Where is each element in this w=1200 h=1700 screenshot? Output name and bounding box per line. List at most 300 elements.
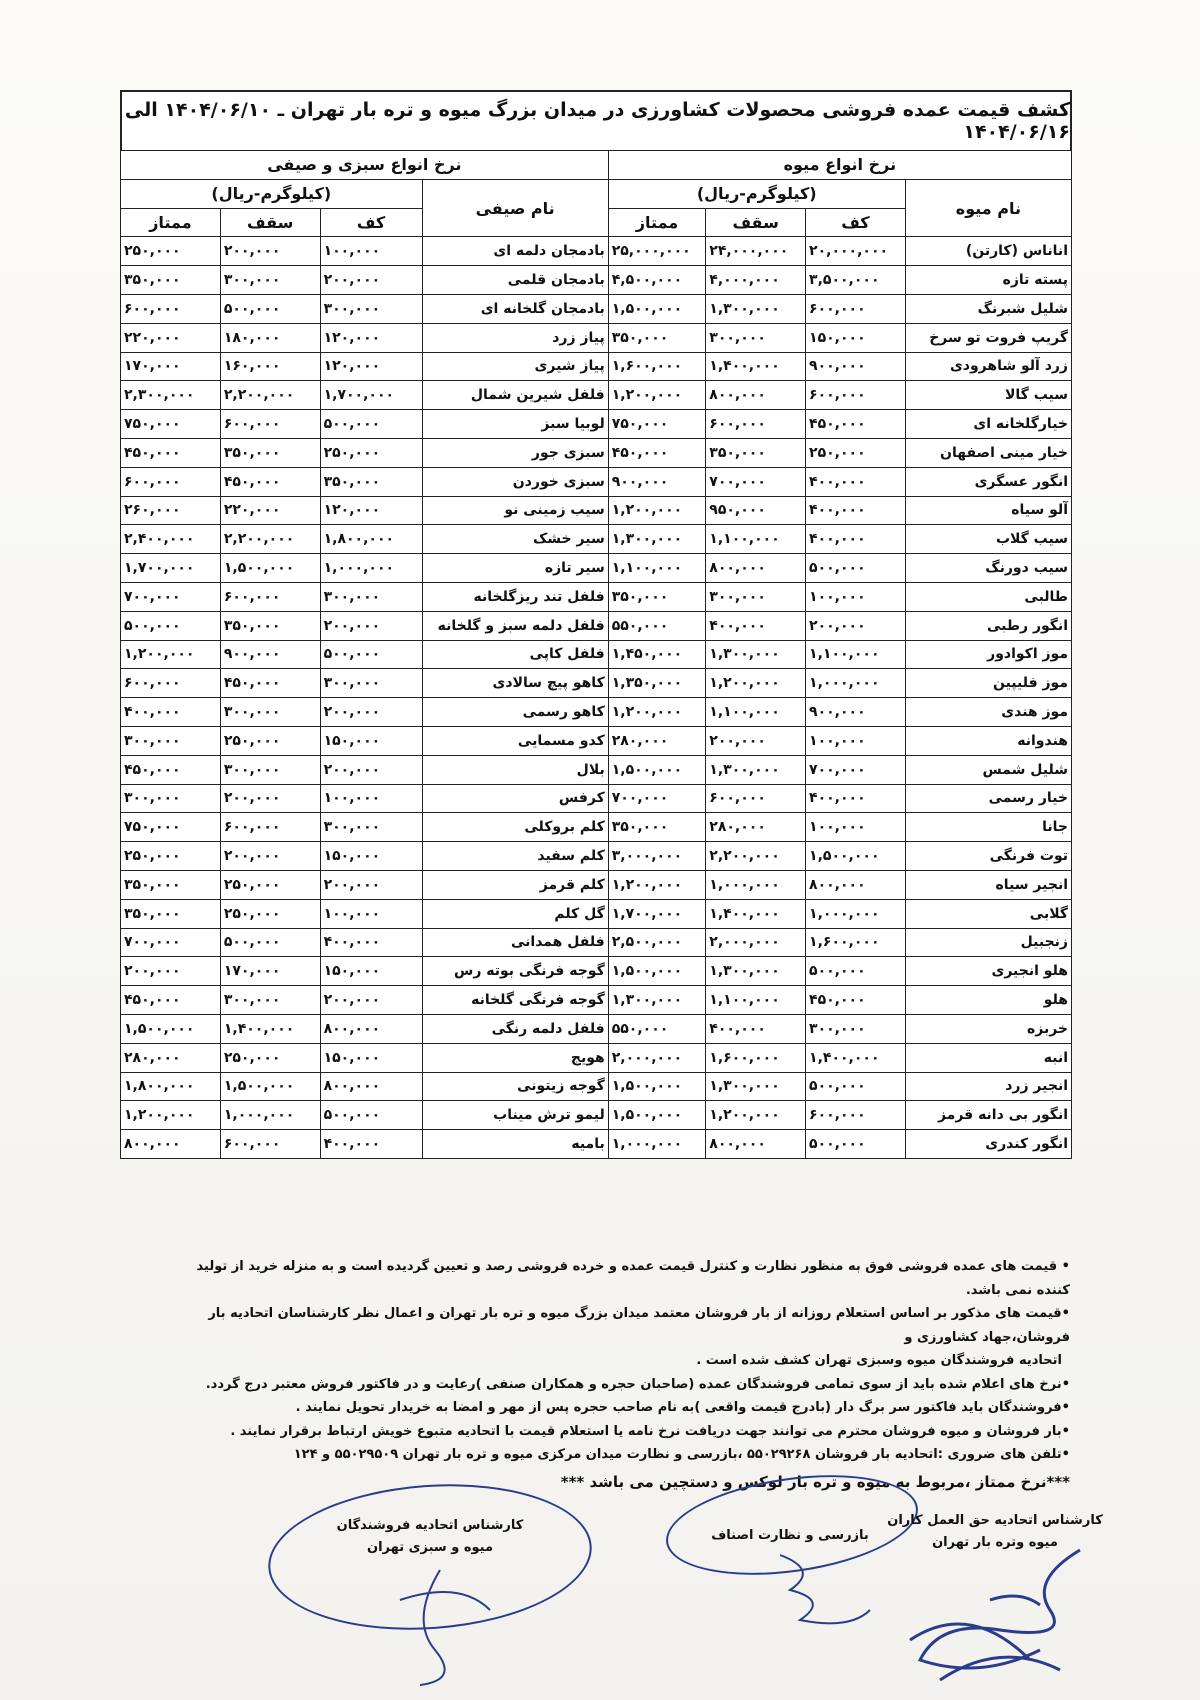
fruit-premium-price: ۱,۶۰۰,۰۰۰ <box>608 352 706 381</box>
veg-min-price: ۳۰۰,۰۰۰ <box>320 813 422 842</box>
fruit-max-price: ۴۰۰,۰۰۰ <box>706 1014 806 1043</box>
fruit-name: گریپ فروت تو سرخ <box>905 323 1071 352</box>
fruit-name: انجیر سیاه <box>905 870 1071 899</box>
fruit-premium-price: ۱,۳۰۰,۰۰۰ <box>608 525 706 554</box>
fruit-max-price: ۶۰۰,۰۰۰ <box>706 784 806 813</box>
fruit-name: هلو انجیری <box>905 957 1071 986</box>
fruit-premium-price: ۱,۳۵۰,۰۰۰ <box>608 669 706 698</box>
veg-max-price: ۳۰۰,۰۰۰ <box>220 266 320 295</box>
fruit-name: انجیر زرد <box>905 1072 1071 1101</box>
fruit-name: اناناس (کارتن) <box>905 237 1071 266</box>
veg-min-price: ۳۵۰,۰۰۰ <box>320 467 422 496</box>
fruit-premium-price: ۷۰۰,۰۰۰ <box>608 784 706 813</box>
veg-premium-price: ۲,۴۰۰,۰۰۰ <box>121 525 221 554</box>
fruit-max-price: ۱,۱۰۰,۰۰۰ <box>706 698 806 727</box>
veg-premium-price: ۲۲۰,۰۰۰ <box>121 323 221 352</box>
table-row <box>121 899 1072 928</box>
fruit-max-price: ۱,۳۰۰,۰۰۰ <box>706 640 806 669</box>
fruit-min-price: ۴۵۰,۰۰۰ <box>806 410 906 439</box>
veg-name: بلال <box>422 755 608 784</box>
veg-name-header: نام صیفی <box>422 179 608 237</box>
fruit-premium-price: ۱,۲۰۰,۰۰۰ <box>608 381 706 410</box>
fruit-max-price: ۲۰۰,۰۰۰ <box>706 726 806 755</box>
veg-premium-price: ۷۰۰,۰۰۰ <box>121 928 221 957</box>
veg-min-price: ۵۰۰,۰۰۰ <box>320 410 422 439</box>
fruit-premium-price: ۲,۵۰۰,۰۰۰ <box>608 928 706 957</box>
fruit-max-header: سقف <box>706 208 806 237</box>
veg-min-price: ۱,۷۰۰,۰۰۰ <box>320 381 422 410</box>
fruit-min-price: ۴۵۰,۰۰۰ <box>806 986 906 1015</box>
table-row <box>121 496 1072 525</box>
table-row <box>121 1101 1072 1130</box>
table-row <box>121 582 1072 611</box>
veg-name: سیر خشک <box>422 525 608 554</box>
table-row <box>121 237 1072 266</box>
table-row <box>121 698 1072 727</box>
veg-name: سبزی خوردن <box>422 467 608 496</box>
veg-max-price: ۶۰۰,۰۰۰ <box>220 582 320 611</box>
table-row <box>121 525 1072 554</box>
note-item: •تلفن های ضروری :اتحادیه بار فروشان ۵۵۰۲۹۲۶۸ ،بازرسی و نظارت میدان مرکزی میوه و تره بار تهران ۵۵۰۲۹۵۰۹ و ۱۲۴ <box>293 1447 1070 1462</box>
veg-premium-price: ۲۸۰,۰۰۰ <box>121 1043 221 1072</box>
veg-premium-price: ۵۰۰,۰۰۰ <box>121 611 221 640</box>
fruit-max-price: ۱,۴۰۰,۰۰۰ <box>706 899 806 928</box>
note-item: اتحادیه فروشندگان میوه وسبزی تهران کشف شده است . <box>696 1353 1062 1368</box>
veg-premium-price: ۱,۵۰۰,۰۰۰ <box>121 1014 221 1043</box>
veg-min-price: ۱۲۰,۰۰۰ <box>320 352 422 381</box>
note-item: •بار فروشان و میوه فروشان محترم می توانند جهت دریافت نرخ نامه یا استعلام قیمت با اتحادیه متبوع خویش ارتباط برقرار نمایند . <box>230 1423 1070 1439</box>
table-row <box>121 352 1072 381</box>
veg-premium-price: ۳۵۰,۰۰۰ <box>121 870 221 899</box>
fruit-name: سیب گالا <box>905 381 1071 410</box>
fruit-premium-price: ۴,۵۰۰,۰۰۰ <box>608 266 706 295</box>
veg-premium-price: ۱۷۰,۰۰۰ <box>121 352 221 381</box>
veg-min-price: ۱۰۰,۰۰۰ <box>320 784 422 813</box>
table-row <box>121 957 1072 986</box>
fruit-min-price: ۱۰۰,۰۰۰ <box>806 582 906 611</box>
page-title: کشف قیمت عمده فروشی محصولات کشاورزی در میدان بزرگ میوه و تره بار تهران ـ ۱۴۰۴/۰۶/۱۰ الی ۱۴۰۴/۰۶/۱۶ <box>120 90 1072 150</box>
veg-min-price: ۴۰۰,۰۰۰ <box>320 928 422 957</box>
fruit-min-price: ۳,۵۰۰,۰۰۰ <box>806 266 906 295</box>
fruit-min-price: ۱۰۰,۰۰۰ <box>806 726 906 755</box>
veg-min-price: ۴۰۰,۰۰۰ <box>320 1130 422 1159</box>
veg-name: کاهو رسمی <box>422 698 608 727</box>
fruit-premium-price: ۱,۰۰۰,۰۰۰ <box>608 1130 706 1159</box>
veg-name: گل کلم <box>422 899 608 928</box>
fruit-name-header: نام میوه <box>905 179 1071 237</box>
fruit-min-price: ۵۰۰,۰۰۰ <box>806 554 906 583</box>
fruit-max-price: ۱,۱۰۰,۰۰۰ <box>706 525 806 554</box>
veg-min-price: ۲۰۰,۰۰۰ <box>320 611 422 640</box>
fruit-name: آلو سیاه <box>905 496 1071 525</box>
fruit-max-price: ۴,۰۰۰,۰۰۰ <box>706 266 806 295</box>
veg-min-price: ۱۲۰,۰۰۰ <box>320 323 422 352</box>
fruit-premium-price: ۵۵۰,۰۰۰ <box>608 1014 706 1043</box>
fruit-premium-price: ۱,۱۰۰,۰۰۰ <box>608 554 706 583</box>
table-row <box>121 1130 1072 1159</box>
fruit-min-price: ۱,۱۰۰,۰۰۰ <box>806 640 906 669</box>
veg-max-price: ۳۰۰,۰۰۰ <box>220 755 320 784</box>
fruit-min-price: ۱,۵۰۰,۰۰۰ <box>806 842 906 871</box>
note-item: •قیمت های مذکور بر اساس استعلام روزانه از بار فروشان معتمد میدان بزرگ میوه و تره بار تهران و اعمال نظر کارشناسان اتحادیه بار فروشان،جهاد کشاورزی و <box>208 1306 1070 1345</box>
table-row <box>121 266 1072 295</box>
fruit-premium-price: ۱,۳۰۰,۰۰۰ <box>608 986 706 1015</box>
veg-max-price: ۲۰۰,۰۰۰ <box>220 237 320 266</box>
veg-min-price: ۳۰۰,۰۰۰ <box>320 582 422 611</box>
fruit-premium-price: ۱,۵۰۰,۰۰۰ <box>608 755 706 784</box>
fruit-name: سیب دورنگ <box>905 554 1071 583</box>
fruit-max-price: ۱,۳۰۰,۰۰۰ <box>706 1072 806 1101</box>
fruit-premium-price: ۱,۵۰۰,۰۰۰ <box>608 957 706 986</box>
fruit-max-price: ۱,۳۰۰,۰۰۰ <box>706 294 806 323</box>
fruit-premium-price: ۳۵۰,۰۰۰ <box>608 323 706 352</box>
veg-min-price: ۸۰۰,۰۰۰ <box>320 1014 422 1043</box>
veg-premium-price: ۳۵۰,۰۰۰ <box>121 899 221 928</box>
table-row <box>121 554 1072 583</box>
veg-min-price: ۵۰۰,۰۰۰ <box>320 640 422 669</box>
signature-middle <box>690 1525 890 1547</box>
veg-name: کلم قرمز <box>422 870 608 899</box>
fruit-max-price: ۳۰۰,۰۰۰ <box>706 323 806 352</box>
signature-right-line1: کارشناس اتحادیه حق العمل کاران <box>887 1513 1103 1528</box>
veg-name: بامیه <box>422 1130 608 1159</box>
veg-max-header: سقف <box>220 208 320 237</box>
fruit-premium-price: ۱,۵۰۰,۰۰۰ <box>608 1101 706 1130</box>
table-row <box>121 784 1072 813</box>
veg-name: فلفل دلمه رنگی <box>422 1014 608 1043</box>
veg-premium-price: ۳۰۰,۰۰۰ <box>121 784 221 813</box>
fruit-premium-price: ۱,۲۰۰,۰۰۰ <box>608 870 706 899</box>
veg-premium-header: ممتاز <box>121 208 221 237</box>
veg-name: سیر تازه <box>422 554 608 583</box>
table-row <box>121 611 1072 640</box>
table-row <box>121 813 1072 842</box>
veg-premium-price: ۲,۳۰۰,۰۰۰ <box>121 381 221 410</box>
veg-max-price: ۳۰۰,۰۰۰ <box>220 698 320 727</box>
veg-premium-price: ۳۵۰,۰۰۰ <box>121 266 221 295</box>
veg-premium-price: ۸۰۰,۰۰۰ <box>121 1130 221 1159</box>
fruit-min-price: ۴۰۰,۰۰۰ <box>806 525 906 554</box>
fruit-min-price: ۴۰۰,۰۰۰ <box>806 784 906 813</box>
signature-middle-line1: بازرسی و نظارت اصناف <box>711 1528 869 1543</box>
fruit-min-price: ۲۰۰,۰۰۰ <box>806 611 906 640</box>
table-row <box>121 986 1072 1015</box>
veg-premium-price: ۱,۷۰۰,۰۰۰ <box>121 554 221 583</box>
veg-max-price: ۲۰۰,۰۰۰ <box>220 784 320 813</box>
fruit-min-price: ۲۵۰,۰۰۰ <box>806 438 906 467</box>
veg-premium-price: ۶۰۰,۰۰۰ <box>121 467 221 496</box>
signature-right-line2: میوه وتره بار تهران <box>932 1535 1058 1550</box>
table-row <box>121 755 1072 784</box>
veg-max-price: ۴۵۰,۰۰۰ <box>220 467 320 496</box>
price-table <box>120 150 1072 1159</box>
veg-min-price: ۲۰۰,۰۰۰ <box>320 870 422 899</box>
veg-premium-price: ۶۰۰,۰۰۰ <box>121 294 221 323</box>
fruit-max-price: ۱,۱۰۰,۰۰۰ <box>706 986 806 1015</box>
signature-scribble-left <box>340 1560 540 1690</box>
veg-max-price: ۱,۰۰۰,۰۰۰ <box>220 1101 320 1130</box>
veg-name: لوبیا سبز <box>422 410 608 439</box>
fruit-name: شلیل شبرنگ <box>905 294 1071 323</box>
fruit-min-price: ۷۰۰,۰۰۰ <box>806 755 906 784</box>
veg-name: کلم سفید <box>422 842 608 871</box>
veg-max-price: ۲۵۰,۰۰۰ <box>220 1043 320 1072</box>
fruit-premium-price: ۴۵۰,۰۰۰ <box>608 438 706 467</box>
veg-max-price: ۱۶۰,۰۰۰ <box>220 352 320 381</box>
fruit-premium-price: ۲۵,۰۰۰,۰۰۰ <box>608 237 706 266</box>
veg-min-price: ۱۵۰,۰۰۰ <box>320 1043 422 1072</box>
veg-premium-price: ۴۰۰,۰۰۰ <box>121 698 221 727</box>
table-row <box>121 410 1072 439</box>
fruit-max-price: ۲۸۰,۰۰۰ <box>706 813 806 842</box>
fruit-min-price: ۵۰۰,۰۰۰ <box>806 1072 906 1101</box>
veg-name: بادمجان دلمه ای <box>422 237 608 266</box>
veg-premium-price: ۲۰۰,۰۰۰ <box>121 957 221 986</box>
veg-max-price: ۳۵۰,۰۰۰ <box>220 611 320 640</box>
veg-max-price: ۹۰۰,۰۰۰ <box>220 640 320 669</box>
veg-max-price: ۲۰۰,۰۰۰ <box>220 842 320 871</box>
note-item: •فروشندگان باید فاکتور سر برگ دار (بادرج قیمت واقعی )به نام صاحب حجره پس از مهر و امضا به خریدار تحویل نمایند . <box>295 1400 1070 1415</box>
veg-premium-price: ۴۵۰,۰۰۰ <box>121 755 221 784</box>
fruit-min-price: ۱۵۰,۰۰۰ <box>806 323 906 352</box>
fruit-min-price: ۴۰۰,۰۰۰ <box>806 467 906 496</box>
fruit-section-header: نرخ انواع میوه <box>608 151 1071 180</box>
signature-scribble-right <box>880 1540 1100 1690</box>
veg-premium-price: ۳۰۰,۰۰۰ <box>121 726 221 755</box>
fruit-min-price: ۵۰۰,۰۰۰ <box>806 957 906 986</box>
fruit-min-price: ۸۰۰,۰۰۰ <box>806 870 906 899</box>
veg-name: بادمجان قلمی <box>422 266 608 295</box>
fruit-name: موز اکوادور <box>905 640 1071 669</box>
fruit-max-price: ۲۴,۰۰۰,۰۰۰ <box>706 237 806 266</box>
veg-min-price: ۱۰۰,۰۰۰ <box>320 899 422 928</box>
veg-min-price: ۱۲۰,۰۰۰ <box>320 496 422 525</box>
veg-min-price: ۱,۸۰۰,۰۰۰ <box>320 525 422 554</box>
notes-section <box>180 1255 1070 1494</box>
fruit-name: انگور کندری <box>905 1130 1071 1159</box>
veg-name: کاهو پیچ سالادی <box>422 669 608 698</box>
veg-name: گوجه فرنگی بوته رس <box>422 957 608 986</box>
table-row <box>121 870 1072 899</box>
veg-min-price: ۲۰۰,۰۰۰ <box>320 755 422 784</box>
fruit-max-price: ۴۰۰,۰۰۰ <box>706 611 806 640</box>
veg-max-price: ۳۵۰,۰۰۰ <box>220 438 320 467</box>
veg-min-price: ۸۰۰,۰۰۰ <box>320 1072 422 1101</box>
fruit-name: انگور بی دانه قرمز <box>905 1101 1071 1130</box>
fruit-max-price: ۶۰۰,۰۰۰ <box>706 410 806 439</box>
fruit-name: خربزه <box>905 1014 1071 1043</box>
fruit-min-price: ۱۰۰,۰۰۰ <box>806 813 906 842</box>
veg-name: پیاز شیری <box>422 352 608 381</box>
fruit-name: هلو <box>905 986 1071 1015</box>
veg-name: سبزی جور <box>422 438 608 467</box>
fruit-max-price: ۸۰۰,۰۰۰ <box>706 554 806 583</box>
fruit-name: طالبی <box>905 582 1071 611</box>
veg-name: گوجه زیتونی <box>422 1072 608 1101</box>
fruit-max-price: ۷۰۰,۰۰۰ <box>706 467 806 496</box>
fruit-max-price: ۱,۶۰۰,۰۰۰ <box>706 1043 806 1072</box>
fruit-name: پسته تازه <box>905 266 1071 295</box>
fruit-min-price: ۱,۰۰۰,۰۰۰ <box>806 899 906 928</box>
veg-max-price: ۱,۵۰۰,۰۰۰ <box>220 554 320 583</box>
fruit-name: خیار رسمی <box>905 784 1071 813</box>
veg-max-price: ۱۷۰,۰۰۰ <box>220 957 320 986</box>
table-row <box>121 726 1072 755</box>
veg-min-price: ۲۰۰,۰۰۰ <box>320 698 422 727</box>
fruit-max-price: ۳۵۰,۰۰۰ <box>706 438 806 467</box>
veg-max-price: ۲۵۰,۰۰۰ <box>220 899 320 928</box>
veg-min-price: ۳۰۰,۰۰۰ <box>320 294 422 323</box>
veg-max-price: ۳۰۰,۰۰۰ <box>220 986 320 1015</box>
veg-premium-price: ۴۵۰,۰۰۰ <box>121 438 221 467</box>
fruit-max-price: ۹۵۰,۰۰۰ <box>706 496 806 525</box>
veg-min-price: ۵۰۰,۰۰۰ <box>320 1101 422 1130</box>
fruit-unit-header: (کیلوگرم-ریال) <box>608 179 905 208</box>
table-row <box>121 669 1072 698</box>
fruit-premium-price: ۱,۲۰۰,۰۰۰ <box>608 698 706 727</box>
fruit-premium-price: ۹۰۰,۰۰۰ <box>608 467 706 496</box>
fruit-premium-price: ۱,۲۰۰,۰۰۰ <box>608 496 706 525</box>
veg-premium-price: ۲۵۰,۰۰۰ <box>121 237 221 266</box>
fruit-min-price: ۱,۶۰۰,۰۰۰ <box>806 928 906 957</box>
price-table-body <box>121 237 1072 1159</box>
fruit-premium-price: ۱,۴۵۰,۰۰۰ <box>608 640 706 669</box>
veg-min-price: ۱۵۰,۰۰۰ <box>320 842 422 871</box>
fruit-premium-price: ۱,۷۰۰,۰۰۰ <box>608 899 706 928</box>
fruit-min-header: کف <box>806 208 906 237</box>
veg-name: فلفل کاپی <box>422 640 608 669</box>
fruit-premium-price: ۱,۵۰۰,۰۰۰ <box>608 294 706 323</box>
veg-max-price: ۵۰۰,۰۰۰ <box>220 294 320 323</box>
signature-left <box>330 1515 530 1559</box>
table-row <box>121 294 1072 323</box>
fruit-premium-header: ممتاز <box>608 208 706 237</box>
fruit-premium-price: ۳,۰۰۰,۰۰۰ <box>608 842 706 871</box>
table-row <box>121 467 1072 496</box>
veg-name: بادمجان گلخانه ای <box>422 294 608 323</box>
veg-min-header: کف <box>320 208 422 237</box>
veg-min-price: ۳۰۰,۰۰۰ <box>320 669 422 698</box>
fruit-name: انگور رطبی <box>905 611 1071 640</box>
table-row <box>121 323 1072 352</box>
veg-premium-price: ۴۵۰,۰۰۰ <box>121 986 221 1015</box>
fruit-min-price: ۹۰۰,۰۰۰ <box>806 698 906 727</box>
veg-name: فلفل شیرین شمال <box>422 381 608 410</box>
veg-name: سیب زمینی نو <box>422 496 608 525</box>
table-row <box>121 928 1072 957</box>
veg-max-price: ۱,۴۰۰,۰۰۰ <box>220 1014 320 1043</box>
veg-min-price: ۲۵۰,۰۰۰ <box>320 438 422 467</box>
veg-min-price: ۲۰۰,۰۰۰ <box>320 986 422 1015</box>
fruit-min-price: ۴۰۰,۰۰۰ <box>806 496 906 525</box>
signature-scribble-middle <box>760 1550 880 1640</box>
fruit-name: انگور عسگری <box>905 467 1071 496</box>
veg-section-header: نرخ انواع سبزی و صیفی <box>121 151 609 180</box>
veg-name: لیمو ترش میناب <box>422 1101 608 1130</box>
fruit-premium-price: ۲۸۰,۰۰۰ <box>608 726 706 755</box>
fruit-max-price: ۸۰۰,۰۰۰ <box>706 381 806 410</box>
fruit-name: موز هندی <box>905 698 1071 727</box>
veg-name: کرفس <box>422 784 608 813</box>
fruit-min-price: ۱,۴۰۰,۰۰۰ <box>806 1043 906 1072</box>
fruit-name: سیب گلاب <box>905 525 1071 554</box>
fruit-max-price: ۲,۲۰۰,۰۰۰ <box>706 842 806 871</box>
fruit-max-price: ۱,۳۰۰,۰۰۰ <box>706 957 806 986</box>
veg-premium-price: ۷۵۰,۰۰۰ <box>121 410 221 439</box>
veg-min-price: ۱۰۰,۰۰۰ <box>320 237 422 266</box>
fruit-min-price: ۶۰۰,۰۰۰ <box>806 381 906 410</box>
veg-max-price: ۲۵۰,۰۰۰ <box>220 726 320 755</box>
signature-left-line2: میوه و سبزی تهران <box>366 1540 494 1555</box>
fruit-premium-price: ۳۵۰,۰۰۰ <box>608 813 706 842</box>
fruit-name: هندوانه <box>905 726 1071 755</box>
veg-max-price: ۶۰۰,۰۰۰ <box>220 410 320 439</box>
veg-name: فلفل تند ریزگلخانه <box>422 582 608 611</box>
veg-max-price: ۱,۵۰۰,۰۰۰ <box>220 1072 320 1101</box>
note-item: •نرخ های اعلام شده باید از سوی تمامی فروشندگان عمده (صاحبان حجره و همکاران صنفی )رعایت و در فاکتور فروش معتبر درج گردد. <box>205 1376 1070 1392</box>
veg-name: پیاز زرد <box>422 323 608 352</box>
fruit-name: انبه <box>905 1043 1071 1072</box>
fruit-min-price: ۱,۰۰۰,۰۰۰ <box>806 669 906 698</box>
fruit-name: خیار مینی اصفهان <box>905 438 1071 467</box>
table-row <box>121 381 1072 410</box>
fruit-max-price: ۲,۰۰۰,۰۰۰ <box>706 928 806 957</box>
fruit-premium-price: ۲,۰۰۰,۰۰۰ <box>608 1043 706 1072</box>
veg-max-price: ۲,۲۰۰,۰۰۰ <box>220 525 320 554</box>
fruit-min-price: ۶۰۰,۰۰۰ <box>806 294 906 323</box>
veg-max-price: ۲۵۰,۰۰۰ <box>220 870 320 899</box>
fruit-max-price: ۱,۰۰۰,۰۰۰ <box>706 870 806 899</box>
fruit-max-price: ۸۰۰,۰۰۰ <box>706 1130 806 1159</box>
fruit-max-price: ۳۰۰,۰۰۰ <box>706 582 806 611</box>
fruit-premium-price: ۵۵۰,۰۰۰ <box>608 611 706 640</box>
veg-name: فلفل دلمه سبز و گلخانه <box>422 611 608 640</box>
signature-left-line1: کارشناس اتحادیه فروشندگان <box>336 1518 524 1533</box>
fruit-name: گلابی <box>905 899 1071 928</box>
table-row <box>121 438 1072 467</box>
fruit-min-price: ۲۰,۰۰۰,۰۰۰ <box>806 237 906 266</box>
fruit-min-price: ۵۰۰,۰۰۰ <box>806 1130 906 1159</box>
signature-right <box>880 1510 1110 1554</box>
veg-name: گوجه فرنگی گلخانه <box>422 986 608 1015</box>
fruit-max-price: ۱,۳۰۰,۰۰۰ <box>706 755 806 784</box>
veg-premium-price: ۱,۲۰۰,۰۰۰ <box>121 640 221 669</box>
table-row <box>121 1072 1072 1101</box>
note-item: • قیمت های عمده فروشی فوق به منظور نظارت و کنترل قیمت عمده و خرده فروشی رصد و تعیین گردیده است و به منزله خرید از تولید کننده نمی باشد. <box>196 1259 1070 1298</box>
veg-max-price: ۴۵۰,۰۰۰ <box>220 669 320 698</box>
veg-max-price: ۲,۲۰۰,۰۰۰ <box>220 381 320 410</box>
veg-name: کلم بروکلی <box>422 813 608 842</box>
fruit-min-price: ۹۰۰,۰۰۰ <box>806 352 906 381</box>
table-row <box>121 640 1072 669</box>
veg-max-price: ۵۰۰,۰۰۰ <box>220 928 320 957</box>
fruit-premium-price: ۷۵۰,۰۰۰ <box>608 410 706 439</box>
veg-min-price: ۲۰۰,۰۰۰ <box>320 266 422 295</box>
veg-premium-price: ۷۵۰,۰۰۰ <box>121 813 221 842</box>
fruit-premium-price: ۱,۵۰۰,۰۰۰ <box>608 1072 706 1101</box>
veg-max-price: ۱۸۰,۰۰۰ <box>220 323 320 352</box>
veg-premium-price: ۶۰۰,۰۰۰ <box>121 669 221 698</box>
table-row <box>121 842 1072 871</box>
veg-min-price: ۱۵۰,۰۰۰ <box>320 726 422 755</box>
fruit-name: موز فلیپین <box>905 669 1071 698</box>
fruit-name: خیارگلخانه ای <box>905 410 1071 439</box>
veg-min-price: ۱۵۰,۰۰۰ <box>320 957 422 986</box>
veg-name: فلفل همدانی <box>422 928 608 957</box>
fruit-max-price: ۱,۴۰۰,۰۰۰ <box>706 352 806 381</box>
table-row <box>121 1014 1072 1043</box>
fruit-name: جانا <box>905 813 1071 842</box>
